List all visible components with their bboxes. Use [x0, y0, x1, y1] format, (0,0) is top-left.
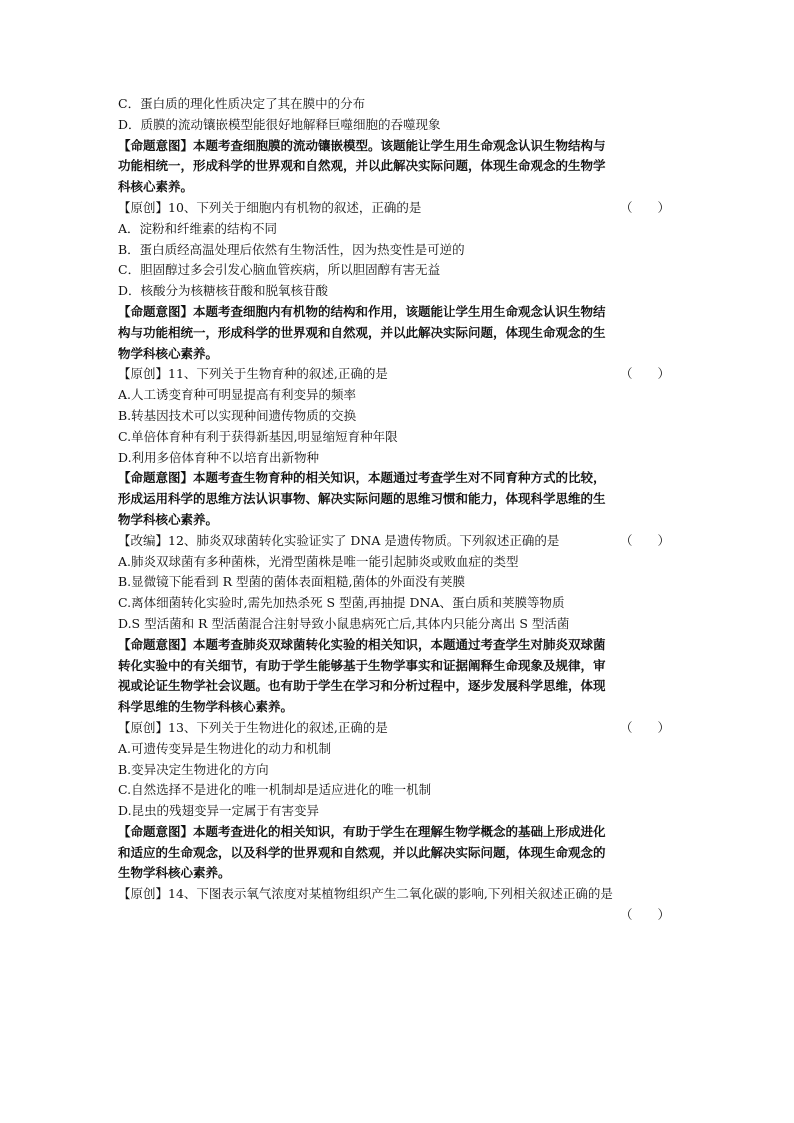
q11-option-a: A.人工诱变育种可明显提高有利变异的频率	[118, 387, 357, 403]
q11-intent-line-2: 形成运用科学的思维方法认识事物、解决实际问题的思维习惯和能力，体现科学思维的生	[118, 491, 606, 507]
q12-option-c: C.离体细菌转化实验时,需先加热杀死 S 型菌,再抽提 DNA、蛋白质和荚膜等物质	[118, 595, 565, 611]
q10-option-d: D．核酸分为核糖核苷酸和脱氧核苷酸	[118, 283, 329, 299]
question-11-section	[118, 364, 678, 530]
q11-option-c: C.单倍体育种有利于获得新基因,明显缩短育种年限	[118, 428, 398, 444]
q10-intent-line-2: 构与功能相统一，形成科学的世界观和自然观，并以此解决实际问题，体现生命观念的生	[118, 324, 606, 340]
q9-option-c: C．蛋白质的理化性质决定了其在膜中的分布	[118, 96, 366, 111]
q13-option-a: A.可遗传变异是生物进化的动力和机制	[118, 740, 332, 756]
q10-intent-line-1: 【命题意图】本题考查细胞内有机物的结构和作用，该题能让学生用生命观念认识生物结	[118, 303, 606, 319]
q10-option-b: B．蛋白质经高温处理后依然有生物活性，因为热变性是可逆的	[118, 241, 465, 257]
q11-stem: 【原创】11、下列关于生物育种的叙述,正确的是	[118, 366, 388, 382]
q11-option-b: B.转基因技术可以实现种间遗传物质的交换	[118, 407, 357, 423]
q10-stem-row	[118, 198, 678, 219]
question-9-section	[118, 94, 678, 198]
q12-intent-line-3: 视或论证生物学社会议题。也有助于学生在学习和分析过程中，逐步发展科学思维，体现	[118, 678, 606, 694]
q12-intent	[118, 635, 678, 718]
q9-option-d: D．质膜的流动镶嵌模型能很好地解释巨噬细胞的吞噬现象	[118, 116, 441, 132]
q11-intent-line-3: 物学科核心素养。	[118, 511, 219, 527]
q12-stem: 【改编】12、肺炎双球菌转化实验证实了 DNA 是遗传物质。下列叙述正确的是	[118, 532, 560, 548]
q9-intent	[118, 136, 678, 198]
question-10-section	[118, 198, 678, 364]
q12-intent-line-2: 转化实验中的有关细节，有助于学生能够基于生物学事实和证据阐释生命现象及规律，审	[118, 657, 606, 673]
q11-answer-blank: （ ）	[619, 366, 670, 382]
q13-intent-line-1: 【命题意图】本题考查进化的相关知识，有助于学生在理解生物学概念的基础上形成进化	[118, 823, 606, 839]
q10-intent-line-3: 物学科核心素养。	[118, 345, 219, 361]
q12-intent-line-1: 【命题意图】本题考查肺炎双球菌转化实验的相关知识，本题通过考查学生对肺炎双球菌	[118, 636, 606, 652]
q13-option-c: C.自然选择不是进化的唯一机制却是适应进化的唯一机制	[118, 782, 432, 798]
q13-stem: 【原创】13、下列关于生物进化的叙述,正确的是	[118, 719, 388, 735]
q13-intent-line-2: 和适应的生命观念，以及科学的世界观和自然观，并以此解决实际问题，体现生命观念的	[118, 844, 606, 860]
document-page	[118, 94, 678, 926]
q13-option-d: D.昆虫的残翅变异一定属于有害变异	[118, 803, 320, 819]
q9-intent-line-3: 科核心素养。	[118, 179, 194, 195]
q12-stem-row	[118, 531, 678, 552]
q10-option-a: A．淀粉和纤维素的结构不同	[118, 220, 278, 236]
q10-stem: 【原创】10、下列关于细胞内有机物的叙述，正确的是	[118, 199, 422, 215]
q14-stem: 【原创】14、下图表示氧气浓度对某植物组织产生二氧化碳的影响,下列相关叙述正确的是	[118, 886, 613, 902]
q12-option-a: A.肺炎双球菌有多种菌株，光滑型菌株是唯一能引起肺炎或败血症的类型	[118, 553, 519, 569]
q10-option-c: C．胆固醇过多会引发心脑血管疾病，所以胆固醇有害无益	[118, 262, 441, 278]
q12-intent-line-4: 科学思维的生物学科核心素养。	[118, 699, 294, 715]
q10-answer-blank: （ ）	[619, 199, 670, 215]
q11-stem-row	[118, 364, 678, 385]
q13-intent	[118, 822, 678, 884]
q13-answer-blank: （ ）	[619, 719, 670, 735]
q11-intent	[118, 468, 678, 530]
question-13-section	[118, 718, 678, 884]
q13-intent-line-3: 生物学科核心素养。	[118, 865, 231, 881]
q9-intent-line-2: 功能相统一，形成科学的世界观和自然观，并以此解决实际问题，体现生命观念的生物学	[118, 158, 606, 174]
q12-answer-blank: （ ）	[619, 532, 670, 548]
question-14-section	[118, 884, 678, 926]
q12-option-d: D.S 型活菌和 R 型活菌混合注射导致小鼠患病死亡后,其体内只能分离出 S 型活菌	[118, 615, 570, 631]
q11-intent-line-1: 【命题意图】本题考查生物育种的相关知识，本题通过考查学生对不同育种方式的比较，	[118, 470, 606, 486]
q9-intent-line-1: 【命题意图】本题考查细胞膜的流动镶嵌模型。该题能让学生用生命观念认识生物结构与	[118, 137, 606, 153]
q13-stem-row	[118, 718, 678, 739]
q14-answer-blank: （ ）	[619, 907, 670, 923]
q10-intent	[118, 302, 678, 364]
question-12-section	[118, 531, 678, 718]
q13-option-b: B.变异决定生物进化的方向	[118, 761, 269, 777]
q12-option-b: B.显微镜下能看到 R 型菌的菌体表面粗糙,菌体的外面没有荚膜	[118, 574, 465, 590]
q11-option-d: D.利用多倍体育种不以培育出新物种	[118, 449, 320, 465]
